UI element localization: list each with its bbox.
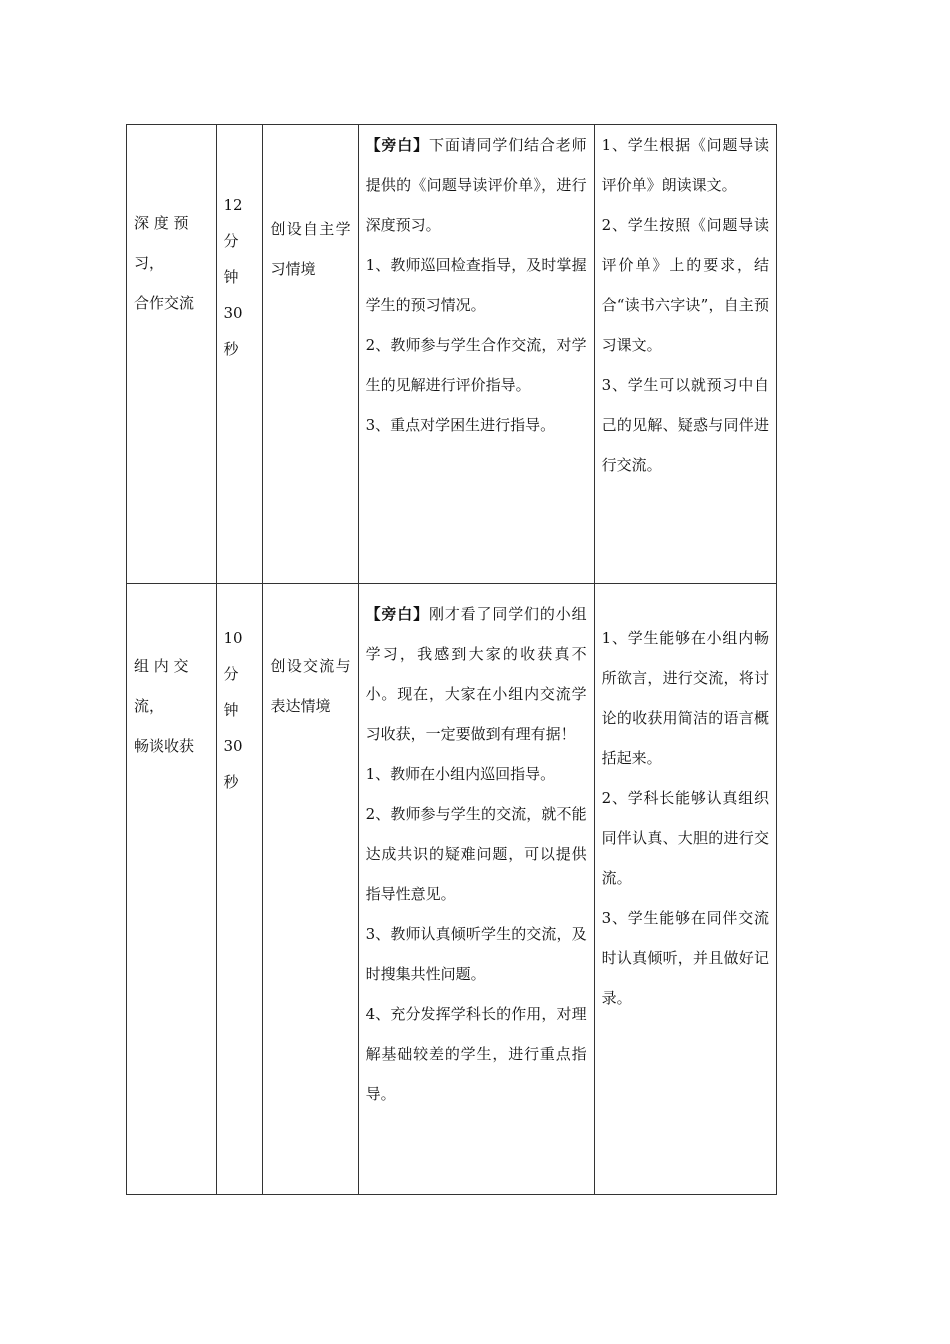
teacher-activity-cell bbox=[358, 125, 594, 584]
time-line: 10 bbox=[223, 629, 243, 647]
aside-label: 【旁白】 bbox=[365, 605, 429, 623]
student-activity-cell bbox=[594, 584, 776, 1195]
teacher-item: 1、教师巡回检查指导，及时掌握学生的预习情况。 bbox=[365, 256, 587, 314]
aside-label: 【旁白】 bbox=[365, 136, 429, 154]
stage-line: 流， bbox=[134, 697, 165, 715]
student-item: 2、学科长能够认真组织同伴认真、大胆的进行交流。 bbox=[601, 789, 769, 887]
student-item: 3、学生能够在同伴交流时认真倾听，并且做好记录。 bbox=[601, 909, 769, 1007]
table-row bbox=[127, 125, 777, 584]
lesson-plan-table bbox=[126, 124, 777, 1195]
time-line: 钟 bbox=[223, 701, 239, 719]
situation-text: 创设自主学习情境 bbox=[270, 220, 351, 278]
stage-line: 组 内 交 bbox=[134, 657, 189, 675]
time-line: 分 bbox=[223, 665, 239, 683]
time-line: 分 bbox=[223, 232, 239, 250]
stage-line: 深 度 预 bbox=[134, 214, 189, 232]
time-line: 钟 bbox=[223, 268, 239, 286]
student-activity-cell bbox=[594, 125, 776, 584]
situation-text: 创设交流与表达情境 bbox=[270, 657, 351, 715]
time-cell bbox=[216, 125, 263, 584]
teacher-activity-cell bbox=[358, 584, 594, 1195]
time-line: 秒 bbox=[223, 773, 239, 791]
student-item: 1、学生能够在小组内畅所欲言，进行交流，将讨论的收获用简洁的语言概括起来。 bbox=[601, 629, 769, 767]
teacher-item: 3、重点对学困生进行指导。 bbox=[365, 416, 556, 434]
teacher-item: 4、充分发挥学科长的作用，对理解基础较差的学生，进行重点指导。 bbox=[365, 1005, 587, 1103]
teacher-intro bbox=[366, 125, 587, 245]
time-line: 12 bbox=[223, 196, 243, 214]
situation-cell bbox=[263, 125, 358, 584]
student-item: 2、学生按照《问题导读评价单》上的要求，结合“读书六字诀”，自主预习课文。 bbox=[601, 216, 769, 354]
student-item: 3、学生可以就预习中自己的见解、疑惑与同伴进行交流。 bbox=[601, 376, 769, 474]
teacher-intro-text: 刚才看了同学们的小组学习，我感到大家的收获真不小。现在，大家在小组内交流学习收获，一定要做到有理有据！ bbox=[365, 605, 587, 743]
time-cell bbox=[216, 584, 263, 1195]
table-row bbox=[127, 584, 777, 1195]
stage-cell bbox=[127, 584, 217, 1195]
stage-cell bbox=[127, 125, 217, 584]
stage-line: 合作交流 bbox=[134, 294, 195, 312]
stage-line: 畅谈收获 bbox=[134, 737, 195, 755]
teacher-item: 2、教师参与学生合作交流，对学生的见解进行评价指导。 bbox=[365, 336, 587, 394]
teacher-intro bbox=[366, 594, 587, 754]
situation-cell bbox=[263, 584, 358, 1195]
student-item: 1、学生根据《问题导读评价单》朗读课文。 bbox=[601, 136, 769, 194]
teacher-item: 3、教师认真倾听学生的交流，及时搜集共性问题。 bbox=[365, 925, 587, 983]
time-line: 30 bbox=[223, 304, 243, 322]
teacher-item: 2、教师参与学生的交流，就不能达成共识的疑难问题，可以提供指导性意见。 bbox=[365, 805, 587, 903]
stage-line: 习， bbox=[134, 254, 165, 272]
teacher-intro-text: 下面请同学们结合老师提供的《问题导读评价单》，进行深度预习。 bbox=[365, 136, 587, 234]
time-line: 30 bbox=[223, 737, 243, 755]
teacher-item: 1、教师在小组内巡回指导。 bbox=[365, 765, 556, 783]
time-line: 秒 bbox=[223, 340, 239, 358]
